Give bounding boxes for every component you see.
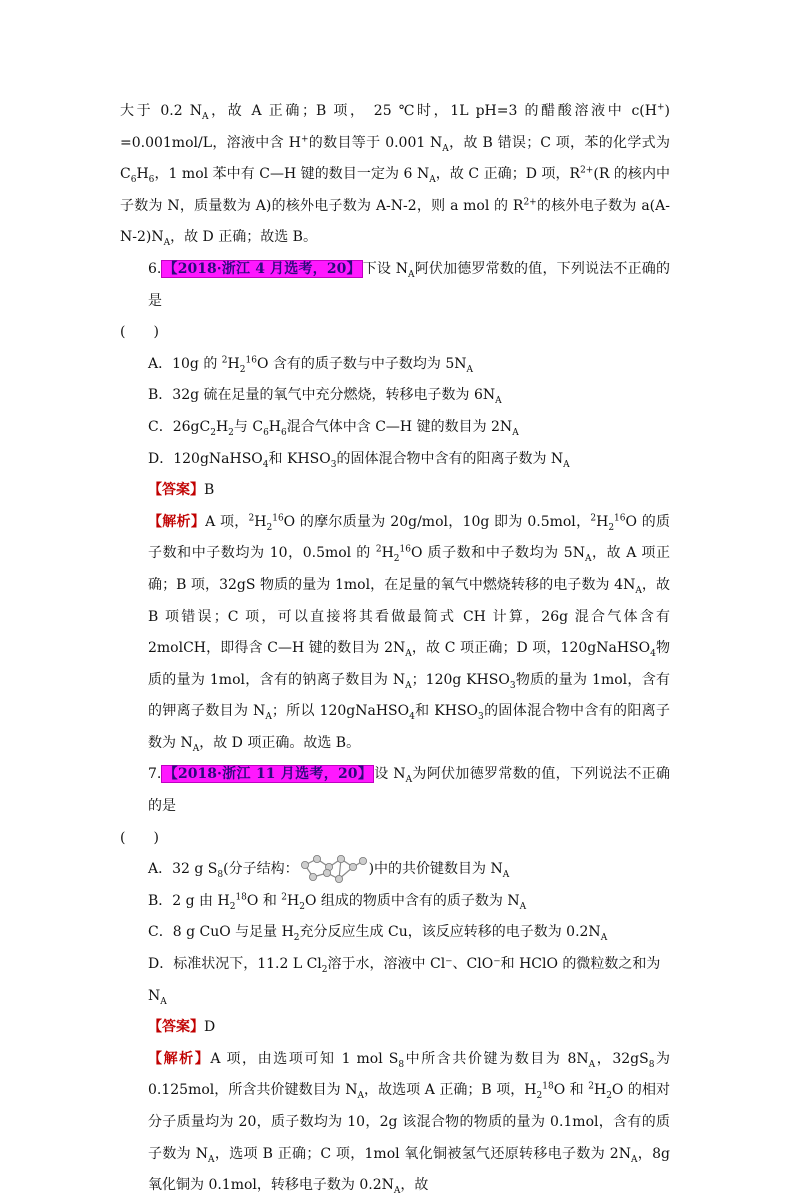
q6-option-d: D．120gNaHSO$_4$和 $KHSO_3$的固体混合物中含有的阳离子数为 $N_A$ <box>148 450 570 470</box>
s8-ring-structure-image <box>299 855 369 883</box>
q7-option-d: D．标准状况下，11.2 L $Cl_2$溶于水，溶液中 Cl⁻、ClO⁻和 HClO 的微粒数之和为 $N_A$ <box>148 956 661 1007</box>
q6-option-c: C．$26gC_2H_2$与 $C_6H_6$混合气体中含 C—H 键的数目为 $2N_A$ <box>148 418 519 438</box>
question-source-tag: 【2018·浙江 11 月选考，20】 <box>163 766 373 783</box>
q6-answer: 【答案】B <box>148 482 215 499</box>
continuation-paragraph: 大于 0.2 $N_A$，故 A 正确；B 项， 25 ℃时，1L pH=3 的醋酸溶液中 c(H+) =0.001mol/L，溶液中含 H+的数目等于 0.001 $N_A$，故 B 错误；C 项，苯的化学式为 $C_6H_6$，1 mol 苯中有 C—H 键的数目一定为 6 $N_A$，故 C 正确；D 项，$R^{2+}(R$ 的核内中子数为 N，质量数为 A)的核外电子数为 A-N-2，则 a mol 的 $R^{2+}$的核外电子数为 $a(A-N-2)N_A$，故 D 正确；故选 B。 <box>120 102 671 249</box>
q7-answer: 【答案】D <box>148 1019 216 1036</box>
document-body <box>120 96 670 1202</box>
q6-analysis: 【解析】A 项，$^2H_2^{16}O$ 的摩尔质量为 20g/mol，10g 即为 0.5mol，$^2H_2^{16}O$ 的质子数和中子数均为 10，0.5mol 的 $^2H_2^{16}O$ 质子数和中子数均为 $5N_A$，故 A 项正确；B 项，32gS 物质的量为 1mol，在足量的氧气中燃烧转移的电子数为 $4N_A$，故 B 项错误；C 项，可以直接将其看做最简式 CH 计算，26g 混合气体含有 2molCH，即得含 C—H 键的数目为 $2N_A$，故 C 项正确；D 项，120gNaHSO$_4$物质的量为 1mol，含有的钠离子数目为 $N_A$；120g $KHSO_3$物质的量为 1mol，含有的钾离子数目为 $N_A$；所以 120gNaHSO$_4$和 $KHSO_3$的固体混合物中含有的阳离子数为 $N_A$，故 D 项正确。故选 B。 <box>148 513 671 754</box>
question-7-paren: ( ) <box>120 829 159 846</box>
question-7-stem: 7. 【2018·浙江 11 月选考，20】 设 $N_A$为阿伏加德罗常数的值，下列说法不正确的是 <box>148 766 670 815</box>
question-6-stem: 6. 【2018·浙江 4 月选考，20】 下设 $N_A$阿伏加德罗常数的值，下列说法不正确的是 <box>148 260 671 309</box>
question-6-paren: ( ) <box>120 324 159 341</box>
q7-analysis: 【解析】A 项，由选项可知 1 mol $S_8$中所含共价键为数目为 $8N_A$，$32gS_8$为 0.125mol，所含共价键数目为 $N_A$，故选项 A 正确；B 项，$H_2^{18}O$ 和 $^2H_2O$ 的相对分子质量均为 20，质子数均为 10，2g 该混合物的物质的量为 0.1mol，含有的质子数为 $N_A$，选项 B 正确；C 项，1mol 氧化铜被氢气还原转移电子数为 $2N_A$，8g 氧化铜为 0.1mol，转移电子数为 $0.2N_A$，故 <box>148 1050 671 1196</box>
q7-option-a: A．32 g $S_8$(分子结构： )中的共价键数目为 $N_A$ <box>120 854 670 886</box>
q7-option-c: C．8 g CuO 与足量 $H_2$充分反应生成 Cu，该反应转移的电子数为 $0.2N_A$ <box>148 924 608 944</box>
question-source-tag: 【2018·浙江 4 月选考，20】 <box>163 260 361 277</box>
q6-option-b: B．32g 硫在足量的氧气中充分燃烧，转移电子数为 $6N_A$ <box>148 387 502 407</box>
q6-option-a: A．10g 的 $^2H_2^{16}O$ 含有的质子数与中子数均为 $5N_A$ <box>148 355 473 375</box>
q7-option-b: B．2 g 由 $H_2^{18}O$ 和 $^2H_2O$ 组成的物质中含有的质子数为 $N_A$ <box>148 892 527 912</box>
